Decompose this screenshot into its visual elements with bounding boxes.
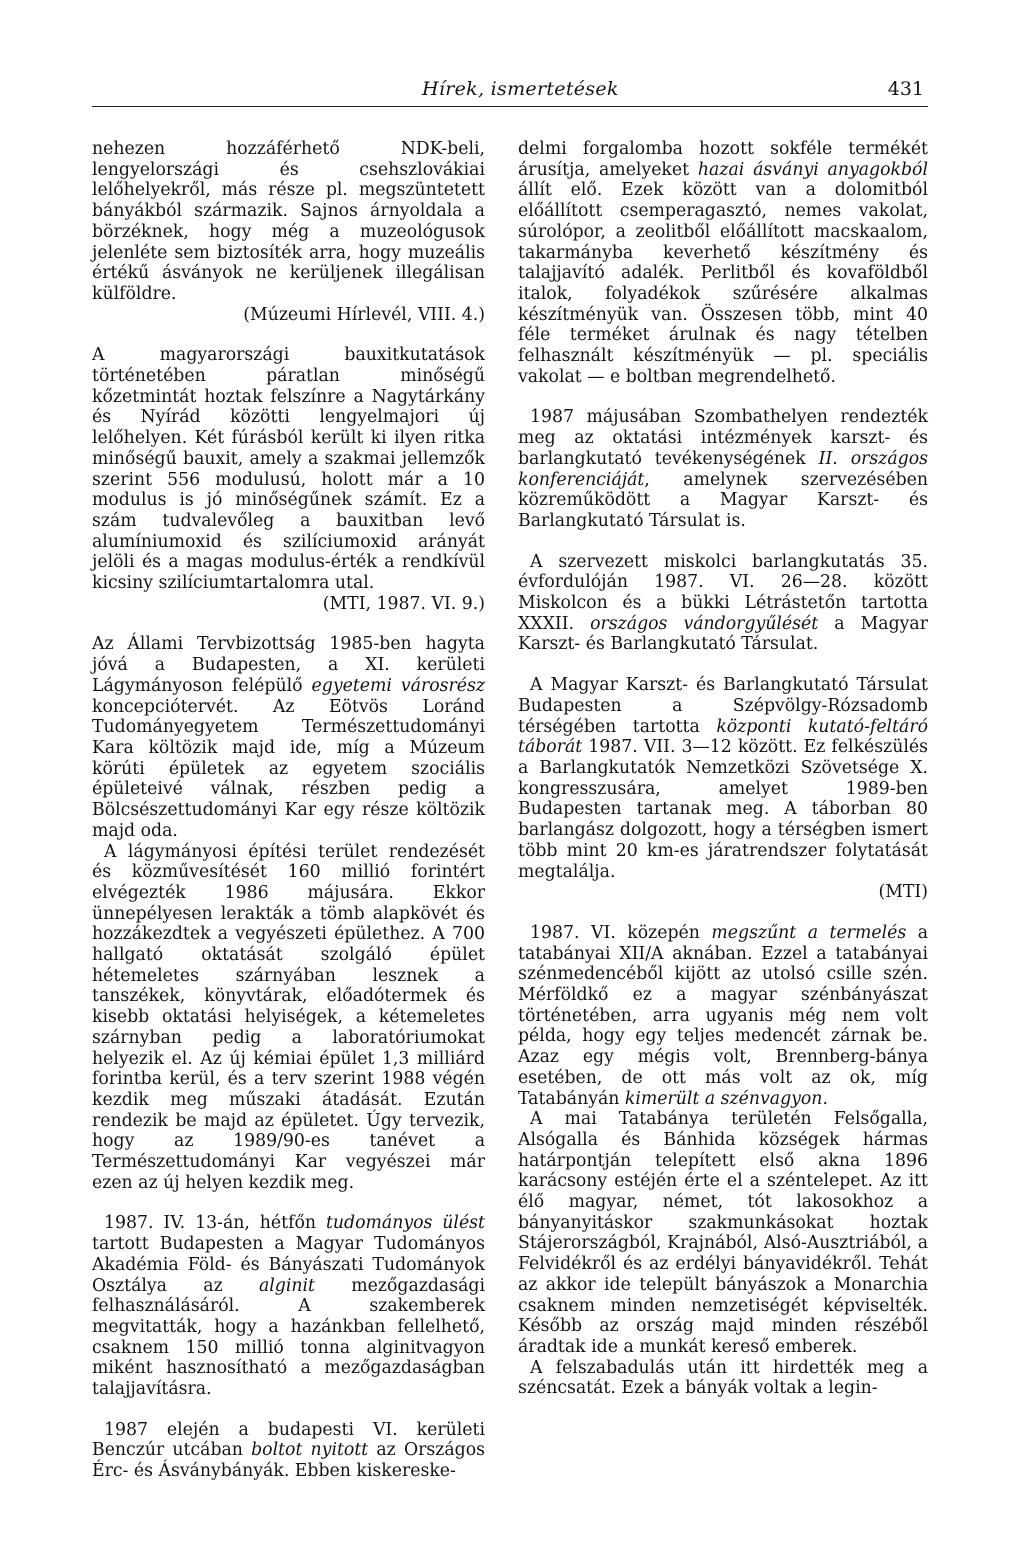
article-paragraph: 1987. VI. közepén megszűnt a termelés a tatabányai XII/A aknában. Ezzel a tatabányai szénmedencéből kijött az utolsó csille szén. Mérföldkő ez a magyar szénbányászat történetében, arra ugyanis még nem volt példa, hogy egy teljes medencét zárnak be. Azaz egy mégis volt, Brennberg-bánya esetében, de ott más volt az ok, míg Tatabányán kimerült a szénvagyon. xyxy=(518,922,928,1109)
running-title: Hírek, ismertetések xyxy=(422,78,619,100)
article-paragraph: A felszabadulás után itt hirdették meg a széncsatát. Ezek a bányák voltak a legin- xyxy=(518,1357,928,1399)
article-paragraph: 1987 májusában Szombathelyen rendezték meg az oktatási intézmények karszt- és barlangkutató tevékenységének II. országos konferenciáját, amelynek szervezésében közreműködött a Magyar Karszt- és Barlangkutató Társulat is. xyxy=(518,407,928,531)
article-paragraph: Az Állami Tervbizottság 1985-ben hagyta jóvá a Budapesten, a XI. kerületi Lágymányoson felépülő egyetemi városrész koncepciótervét. Az Eötvös Loránd Tudományegyetem Természettudományi Kara költözik majd ide, míg a Múzeum körúti épületek az egyetem szociális épületeivé válnak, részben pedig a Bölcsészettudományi Kar egy része költözik majd oda. xyxy=(92,634,485,841)
article-paragraph: A magyarországi bauxitkutatások történetében páratlan minőségű kőzetmintát hoztak felszínre a Nagytárkány és Nyírád közötti lengyelmajori új lelőhelyen. Két fúrásból került ki ilyen ritka minőségű bauxit, amely a szakmai jellemzők szerint 556 modulusú, holott már a 10 modulus is jó minőségűnek számít. Ez a szám tudvalevőleg a bauxitban levő alumíniumoxid és szilíciumoxid arányát jelöli és a magas modulus-érték a rendkívül kicsiny szilíciumtartalomra utal. (MTI, 1987. VI. 9.) xyxy=(92,345,485,614)
article-paragraph: A lágymányosi építési terület rendezését és közművesítését 160 millió forintért elvégezték 1986 májusára. Ekkor ünnepélyesen lerakták a tömb alapkövét és hozzákezdtek a vegyészeti épülethez. A 700 hallgató oktatását szolgáló épület hétemeletes szárnyában lesznek a tanszékek, könyvtárak, előadótermek és kisebb oktatási helyiségek, a kétemeletes szárnyban pedig a laboratóriumokat helyezik el. Az új kémiai épület 1,3 milliárd forintba kerül, és a terv szerint 1988 végén kezdik meg műszaki átadását. Ezután rendezik be majd az épületet. Úgy tervezik, hogy az 1989/90-es tanévet a Természettudományi Kar vegyészei már ezen az új helyen kezdik meg. xyxy=(92,841,485,1193)
left-column xyxy=(92,139,485,1482)
article-paragraph: 1987. IV. 13-án, hétfőn tudományos ülést tartott Budapesten a Magyar Tudományos Akadémia Föld- és Bányászati Tudományok Osztálya az alginit mezőgazdasági felhasználásáról. A szakemberek megvitatták, hogy a hazánkban fellelhető, csaknem 150 millió tonna alginitvagyon miként hasznosítható a mezőgazdaságban talajjavításra. xyxy=(92,1213,485,1400)
article-paragraph: A szervezett miskolci barlangkutatás 35. évfordulóján 1987. VI. 26—28. között Miskolcon és a bükki Létrástetőn tartotta XXXII. országos vándorgyűlését a Magyar Karszt- és Barlangkutató Társulat. xyxy=(518,551,928,655)
page-number: 431 xyxy=(887,78,924,100)
right-column xyxy=(518,139,928,1399)
source-citation: (MTI) xyxy=(878,882,928,903)
page-header xyxy=(92,76,928,107)
article-paragraph: nehezen hozzáférhető NDK-beli, lengyelországi és csehszlovákiai lelőhelyekről, más része pl. megszüntetett bányákból származik. Sajnos árnyoldala a börzéknek, hogy még a muzeológusok jelenléte sem biztosíték arra, hogy muzeális értékű ásványok ne kerüljenek illegálisan külföldre. (Múzeumi Hírlevél, VIII. 4.) xyxy=(92,139,485,325)
source-citation: (MTI, 1987. VI. 9.) xyxy=(322,593,485,614)
article-paragraph: A mai Tatabánya területén Felsőgalla, Alsógalla és Bánhida községek hármas határpontján telepített első akna 1896 karácsony estéjén érte el a széntelepet. Az itt élő magyar, német, tót lakosokhoz a bányanyitáskor szakmunkásokat hoztak Stájerországból, Krajnából, Alsó-Ausztriából, a Felvidékről és az erdélyi bányavidékről. Tehát az akkor ide települt bányászok a Monarchia csaknem minden nemzetiségét képviselték. Később az ország majd minden részéből áradtak ide a munkát kereső emberek. xyxy=(518,1109,928,1357)
article-paragraph: delmi forgalomba hozott sokféle termékét árusítja, amelyeket hazai ásványi anyagokból állít elő. Ezek között van a dolomitból előállított csemperagasztó, nemes vakolat, súrolópor, a zeolitből előállított macskaalom, takarmányba keverhető készítmény és talajjavító adalék. Perlitből és kovaföldből italok, folyadékok szűrésére alkalmas készítményük van. Összesen több, mint 40 féle terméket árulnak és nagy tételben felhasznált készítményük — pl. speciális vakolat — e boltban megrendelhető. xyxy=(518,139,928,387)
article-paragraph: 1987 elején a budapesti VI. kerületi Benczúr utcában boltot nyitott az Országos Érc- és Ásványbányák. Ebben kiskereske- xyxy=(92,1419,485,1482)
source-citation: (Múzeumi Hírlevél, VIII. 4.) xyxy=(243,304,485,325)
article-paragraph: A Magyar Karszt- és Barlangkutató Társulat Budapesten a Szépvölgy-Rózsadomb térségében tartotta központi kutató-feltáró táborát 1987. VII. 3—12 között. Ez felkészülés a Barlangkutatók Nemzetközi Szövetsége X. kongresszusára, amelyet 1989-ben Budapesten tartanak meg. A táborban 80 barlangász dolgozott, hogy a térségben ismert több mint 20 km-es járatrendszer folytatását megtalálja. (MTI) xyxy=(518,675,928,903)
